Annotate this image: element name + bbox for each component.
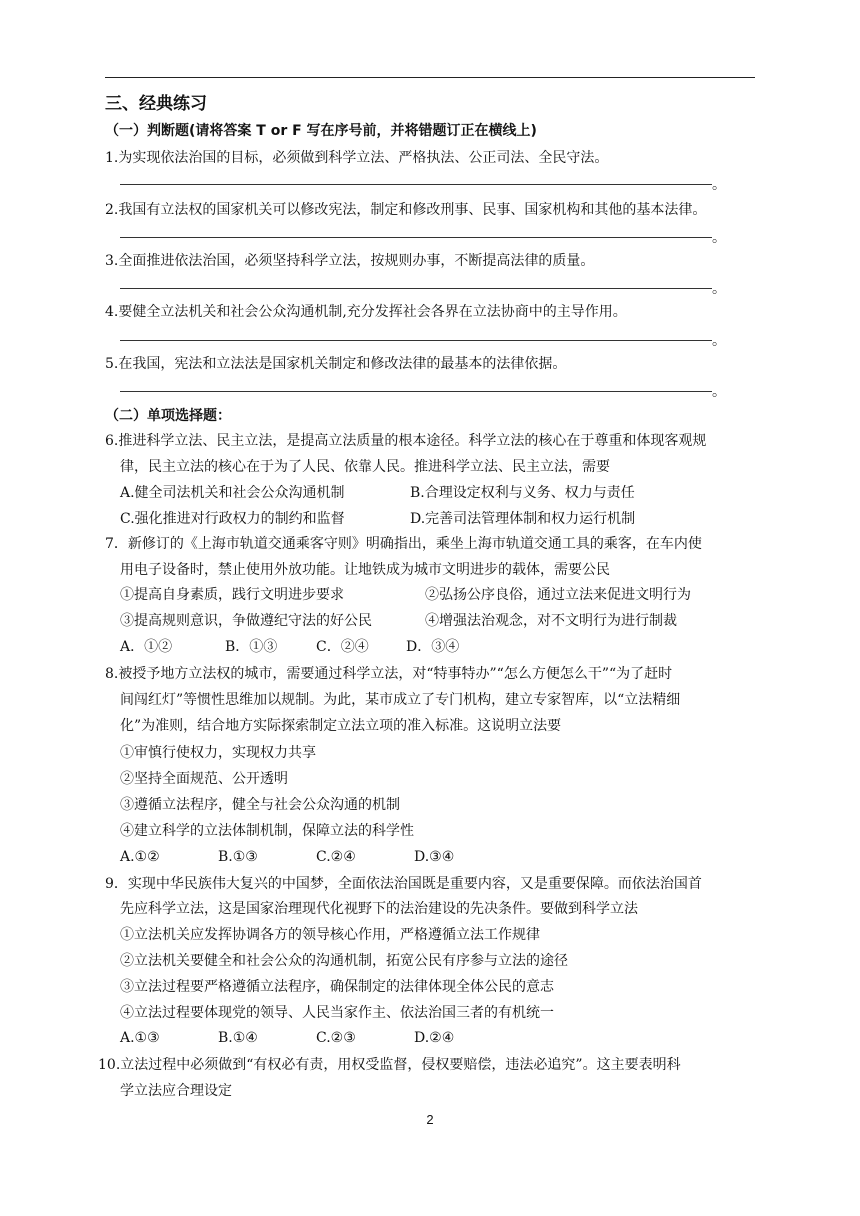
judge-heading: （一）判断题(请将答案 T or F 写在序号前，并将错题订正在横线上) [105, 123, 537, 139]
period-1: 。 [712, 177, 726, 193]
q8-statement-2: ②坚持全面规范、公开透明 [120, 771, 288, 787]
judge-item-1: 1.为实现依法治国的目标，必须做到科学立法、严格执法、公正司法、全民守法。 [105, 150, 609, 166]
period-4: 。 [712, 333, 726, 349]
q6-stem-line1: 6.推进科学立法、民主立法，是提高立法质量的根本途径。科学立法的核心在于尊重和体现客观规 [105, 433, 707, 449]
q9-statement-1: ①立法机关应发挥协调各方的领导核心作用，严格遵循立法工作规律 [120, 927, 540, 943]
period-3: 。 [712, 281, 726, 297]
q8-stem-line1: 8.被授予地方立法权的城市，需要通过科学立法，对“特事特办”“怎么方便怎么干”“为了赶时 [105, 666, 673, 682]
judge-item-3: 3.全面推进依法治国，必须坚持科学立法，按规则办事，不断提高法律的质量。 [105, 253, 595, 269]
answer-line-4 [120, 340, 712, 341]
q8-stem-line2: 间闯红灯”等惯性思维加以规制。为此，某市成立了专门机构，建立专家智库，以“立法精细 [120, 692, 681, 708]
judge-item-2: 2.我国有立法权的国家机关可以修改宪法，制定和修改刑事、民事、国家机构和其他的基本法律。 [105, 202, 707, 218]
q7-stem-line2: 用电子设备时，禁止使用外放功能。让地铁成为城市文明进步的载体，需要公民 [120, 562, 610, 578]
q9-statement-3: ③立法过程要严格遵循立法程序，确保制定的法律体现全体公民的意志 [120, 979, 554, 995]
q9-statement-2: ②立法机关要健全和社会公众的沟通机制，拓宽公民有序参与立法的途径 [120, 953, 568, 969]
judge-item-4: 4.要健全立法机关和社会公众沟通机制,充分发挥社会各界在立法协商中的主导作用。 [105, 304, 627, 320]
q8-statement-4: ④建立科学的立法体制机制，保障立法的科学性 [120, 823, 414, 839]
q9-stem-line1: 9．实现中华民族伟大复兴的中国梦，全面依法治国既是重要内容，又是重要保障。而依法治国首 [105, 876, 702, 892]
q8-stem-line3: 化”为准则，结合地方实际探索制定立法立项的准入标准。这说明立法要 [120, 718, 562, 734]
q9-option-a: A.①③ [120, 1030, 160, 1046]
q6-option-c: C.强化推进对行政权力的制约和监督 [120, 511, 345, 527]
q8-statement-1: ①审慎行使权力，实现权力共享 [120, 745, 316, 761]
q8-option-a: A.①② [120, 849, 160, 865]
q7-option-c: C．②④ [316, 639, 369, 655]
q8-option-d: D.③④ [414, 849, 455, 865]
q8-option-b: B.①③ [218, 849, 258, 865]
judge-item-5: 5.在我国，宪法和立法法是国家机关制定和修改法律的最基本的法律依据。 [105, 356, 567, 372]
section-title: 三、经典练习 [105, 94, 207, 114]
q6-option-a: A.健全司法机关和社会公众沟通机制 [120, 485, 345, 501]
single-choice-heading: （二）单项选择题： [105, 408, 231, 424]
answer-line-5 [120, 391, 712, 392]
header-rule [105, 77, 755, 78]
answer-line-2 [120, 237, 712, 238]
q7-statement-2: ②弘扬公序良俗，通过立法来促进文明行为 [425, 587, 691, 603]
answer-line-1 [120, 184, 712, 185]
q7-statement-4: ④增强法治观念，对不文明行为进行制裁 [425, 613, 677, 629]
q7-option-d: D．③④ [406, 639, 460, 655]
q7-statement-1: ①提高自身素质，践行文明进步要求 [120, 587, 344, 603]
q9-option-b: B.①④ [218, 1030, 258, 1046]
page-number: 2 [426, 1112, 434, 1127]
q8-option-c: C.②④ [316, 849, 356, 865]
q9-option-d: D.②④ [414, 1030, 455, 1046]
q6-option-b: B.合理设定权利与义务、权力与责任 [410, 485, 635, 501]
q7-statement-3: ③提高规则意识，争做遵纪守法的好公民 [120, 613, 372, 629]
q9-stem-line2: 先应科学立法，这是国家治理现代化视野下的法治建设的先决条件。要做到科学立法 [120, 901, 638, 917]
q8-statement-3: ③遵循立法程序，健全与社会公众沟通的机制 [120, 797, 400, 813]
q6-stem-line2: 律，民主立法的核心在于为了人民、依靠人民。推进科学立法、民主立法，需要 [120, 459, 610, 475]
q7-option-b: B．①③ [225, 639, 278, 655]
period-5: 。 [712, 384, 726, 400]
q7-option-a: A．①② [120, 639, 173, 655]
q10-stem-line2: 学立法应合理设定 [120, 1083, 232, 1099]
period-2: 。 [712, 230, 726, 246]
q7-stem-line1: 7．新修订的《上海市轨道交通乘客守则》明确指出，乘坐上海市轨道交通工具的乘客，在车内使 [105, 536, 702, 552]
q9-option-c: C.②③ [316, 1030, 356, 1046]
q6-option-d: D.完善司法管理体制和权力运行机制 [410, 511, 636, 527]
q9-statement-4: ④立法过程要体现党的领导、人民当家作主、依法治国三者的有机统一 [120, 1005, 554, 1021]
answer-line-3 [120, 288, 712, 289]
q10-stem-line1: 10.立法过程中必须做到“有权必有责，用权受监督，侵权要赔偿，违法必追究”。这主要表明科 [98, 1057, 681, 1073]
